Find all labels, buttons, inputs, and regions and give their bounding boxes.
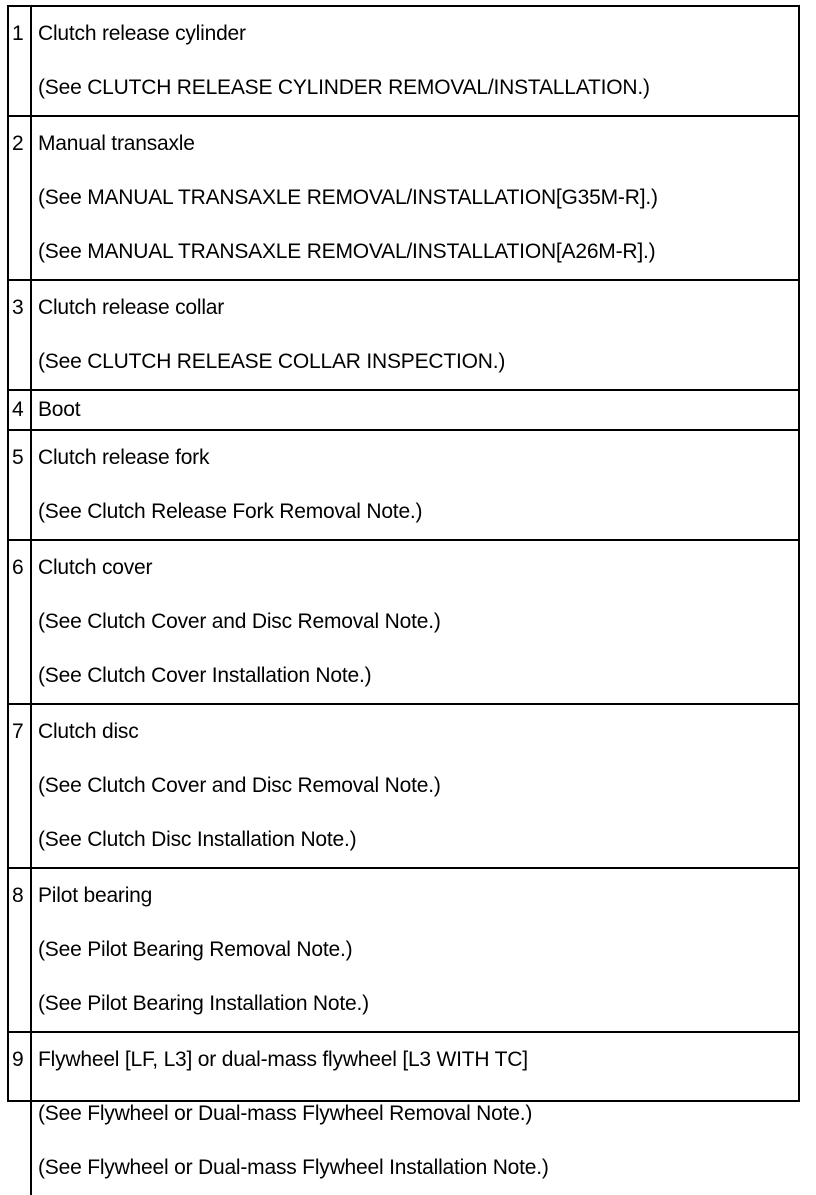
table-row-4	[9, 389, 798, 429]
row-number: 9	[9, 1033, 32, 1195]
row-number: 2	[9, 117, 32, 279]
row-number: 4	[9, 391, 32, 429]
row-content	[32, 869, 798, 1031]
reference-link[interactable]: (See Pilot Bearing Removal Note.)	[38, 938, 353, 961]
part-name: Clutch disc	[38, 720, 139, 743]
row-content	[32, 541, 798, 703]
row-content	[32, 1033, 798, 1195]
reference-link[interactable]: (See Flywheel or Dual-mass Flywheel Removal Note.)	[38, 1102, 533, 1125]
reference-link[interactable]: (See Clutch Release Fork Removal Note.)	[38, 500, 423, 523]
reference-link[interactable]: (See Clutch Cover and Disc Removal Note.)	[38, 774, 441, 797]
parts-table	[7, 5, 800, 1179]
reference-link[interactable]: (See Clutch Cover Installation Note.)	[38, 664, 372, 687]
part-name: Manual transaxle	[38, 132, 195, 155]
row-content	[32, 7, 798, 115]
table-row-8	[9, 867, 798, 1031]
reference-link[interactable]: (See MANUAL TRANSAXLE REMOVAL/INSTALLATION[G35M-R].)	[38, 186, 658, 209]
part-name: Clutch release cylinder	[38, 22, 246, 45]
row-number: 8	[9, 869, 32, 1031]
reference-link[interactable]: (See Pilot Bearing Installation Note.)	[38, 992, 369, 1015]
part-name: Pilot bearing	[38, 884, 153, 907]
row-content	[32, 391, 798, 429]
table-row-6	[9, 539, 798, 703]
row-content	[32, 281, 798, 389]
reference-link[interactable]: (See Clutch Disc Installation Note.)	[38, 828, 357, 851]
table-row-1	[9, 7, 798, 115]
table-row-5	[9, 429, 798, 539]
table-row-7	[9, 703, 798, 867]
row-number: 7	[9, 705, 32, 867]
part-name: Clutch cover	[38, 556, 153, 579]
part-name: Flywheel [LF, L3] or dual-mass flywheel [L3 WITH TC]	[38, 1048, 528, 1071]
row-number: 5	[9, 431, 32, 539]
reference-link[interactable]: (See Clutch Cover and Disc Removal Note.)	[38, 610, 441, 633]
table-row-2	[9, 115, 798, 279]
row-number: 3	[9, 281, 32, 389]
row-content	[32, 117, 798, 279]
reference-link[interactable]: (See Flywheel or Dual-mass Flywheel Installation Note.)	[38, 1156, 549, 1179]
table-row-9	[9, 1031, 798, 1195]
part-name: Clutch release collar	[38, 296, 225, 319]
part-name: Clutch release fork	[38, 446, 210, 469]
row-number: 1	[9, 7, 32, 115]
row-number: 6	[9, 541, 32, 703]
part-name: Boot	[38, 398, 81, 421]
reference-link[interactable]: (See CLUTCH RELEASE CYLINDER REMOVAL/INSTALLATION.)	[38, 76, 650, 99]
row-content	[32, 431, 798, 539]
reference-link[interactable]: (See CLUTCH RELEASE COLLAR INSPECTION.)	[38, 350, 506, 373]
table-row-3	[9, 279, 798, 389]
reference-link[interactable]: (See MANUAL TRANSAXLE REMOVAL/INSTALLATION[A26M-R].)	[38, 240, 656, 263]
row-content	[32, 705, 798, 867]
